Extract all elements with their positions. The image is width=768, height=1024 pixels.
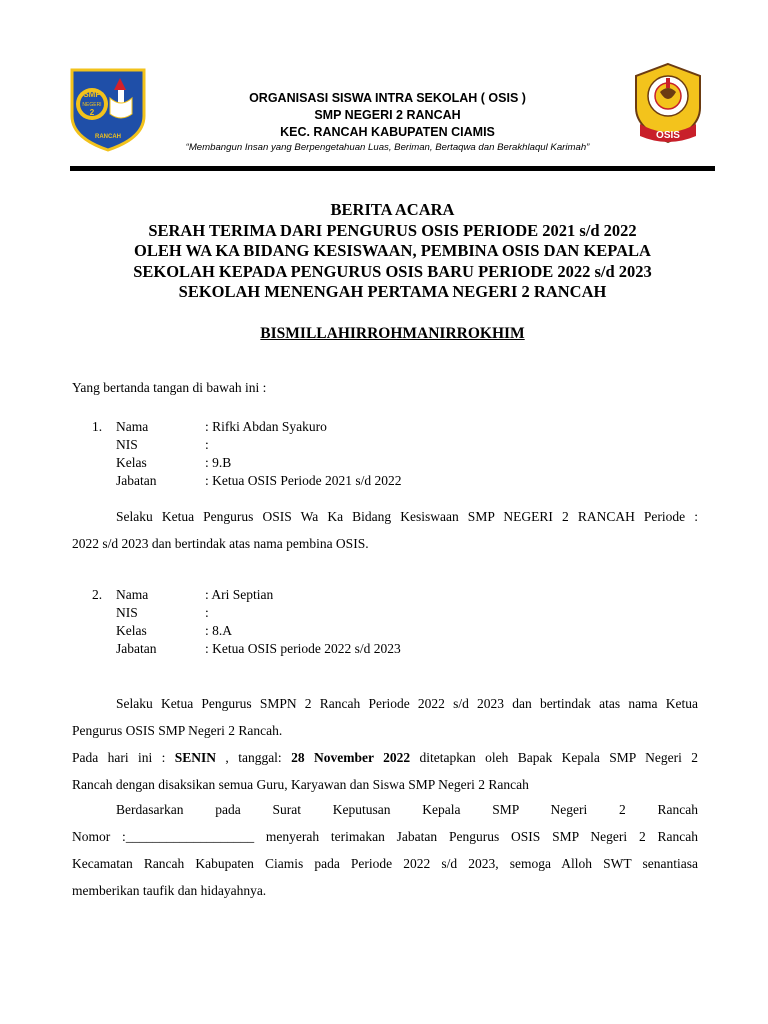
person-2-identity [92,586,492,658]
identity-row [92,454,492,472]
decree-paragraph: Berdasarkan pada Surat Keputusan Kepala SMP Negeri 2 Rancah Nomor :___________________ menyerah terimakan Jabatan Pengurus OSIS SMP Negeri 2 Rancah Kecamatan Rancah Kabupaten Ciamis pada Periode 2022 s/d 2023, semoga Alloh SWT senantiasa memberikan taufik dan hidayahnya. [72,802,698,898]
field-label: NIS [116,605,138,620]
date-value: 28 November 2022 [291,750,411,765]
field-label: Nama [116,419,149,434]
field-label: Kelas [116,623,147,638]
svg-text:OSIS: OSIS [656,130,680,141]
identity-row [92,586,492,604]
field-label: Jabatan [116,473,157,488]
svg-text:2: 2 [89,108,95,117]
field-value: : [205,437,209,452]
school-name: SMP NEGERI 2 RANCAH [314,108,461,122]
title-line-5: SEKOLAH MENENGAH PERTAMA NEGERI 2 RANCAH [178,282,607,301]
identity-row [92,640,492,658]
field-label: Kelas [116,455,147,470]
field-value: : Ketua OSIS Periode 2021 s/d 2022 [205,473,402,488]
identity-row [92,604,492,622]
svg-text:SMP: SMP [83,90,101,99]
smp-school-crest-icon [68,64,148,152]
identity-row [92,436,492,454]
osis-emblem-icon [630,62,706,146]
title-line-4: SEKOLAH KEPADA PENGURUS OSIS BARU PERIODE 2022 s/d 2023 [133,261,652,281]
document-title [70,200,715,303]
letterhead [150,90,625,155]
field-label: Nama [116,587,149,602]
svg-text:NEGERI: NEGERI [82,102,102,108]
identity-row [92,418,492,436]
field-value: : 8.A [205,623,232,638]
identity-row [92,622,492,640]
organization-name: ORGANISASI SISWA INTRA SEKOLAH ( OSIS ) [249,91,526,105]
svg-text:RANCAH: RANCAH [95,134,121,140]
field-value: : [205,605,209,620]
title-line-2: SERAH TERIMA DARI PENGURUS OSIS PERIODE 2021 s/d 2022 [148,220,637,240]
field-value: : Ari Septian [205,587,274,602]
school-motto: “Membangun Insan yang Berpengetahuan Luas, Beriman, Bertaqwa dan Berakhlaqul Karimah” [185,142,590,153]
person-1-identity [92,418,492,490]
bismillah-heading: BISMILLAHIRROHMANIRROKHIM [260,325,525,342]
title-line-1: BERITA ACARA [330,200,455,219]
field-value: : 9.B [205,455,232,470]
title-line-3: OLEH WA KA BIDANG KESISWAAN, PEMBINA OSIS DAN KEPALA [134,241,651,260]
intro-text: Yang bertanda tangan di bawah ini : [72,380,267,395]
person-2-paragraph: Selaku Ketua Pengurus SMPN 2 Rancah Periode 2022 s/d 2023 dan bertindak atas nama Ketua Pengurus OSIS SMP Negeri 2 Rancah. [72,696,698,738]
field-label: NIS [116,437,138,452]
letterhead-divider [70,166,715,171]
field-value: : Rifki Abdan Syakuro [205,419,327,434]
person-1-paragraph: Selaku Ketua Pengurus OSIS Wa Ka Bidang Kesiswaan SMP NEGERI 2 RANCAH Periode : 2022 s/d 2023 dan bertindak atas nama pembina OSIS. [72,509,698,551]
field-label: Jabatan [116,641,157,656]
school-address: KEC. RANCAH KABUPATEN CIAMIS [280,125,495,139]
list-number: 1. [92,419,103,434]
list-number: 2. [92,587,103,602]
field-value: : Ketua OSIS periode 2022 s/d 2023 [205,641,401,656]
day-paragraph: Pada hari ini : SENIN , tanggal: 28 November 2022 ditetapkan oleh Bapak Kepala SMP Negeri 2 Rancah dengan disaksikan semua Guru, Karyawan dan Siswa SMP Negeri 2 Rancah [72,750,698,792]
decree-number-blank: ___________________ [125,829,255,844]
identity-row [92,472,492,490]
day-value: SENIN [174,750,217,765]
